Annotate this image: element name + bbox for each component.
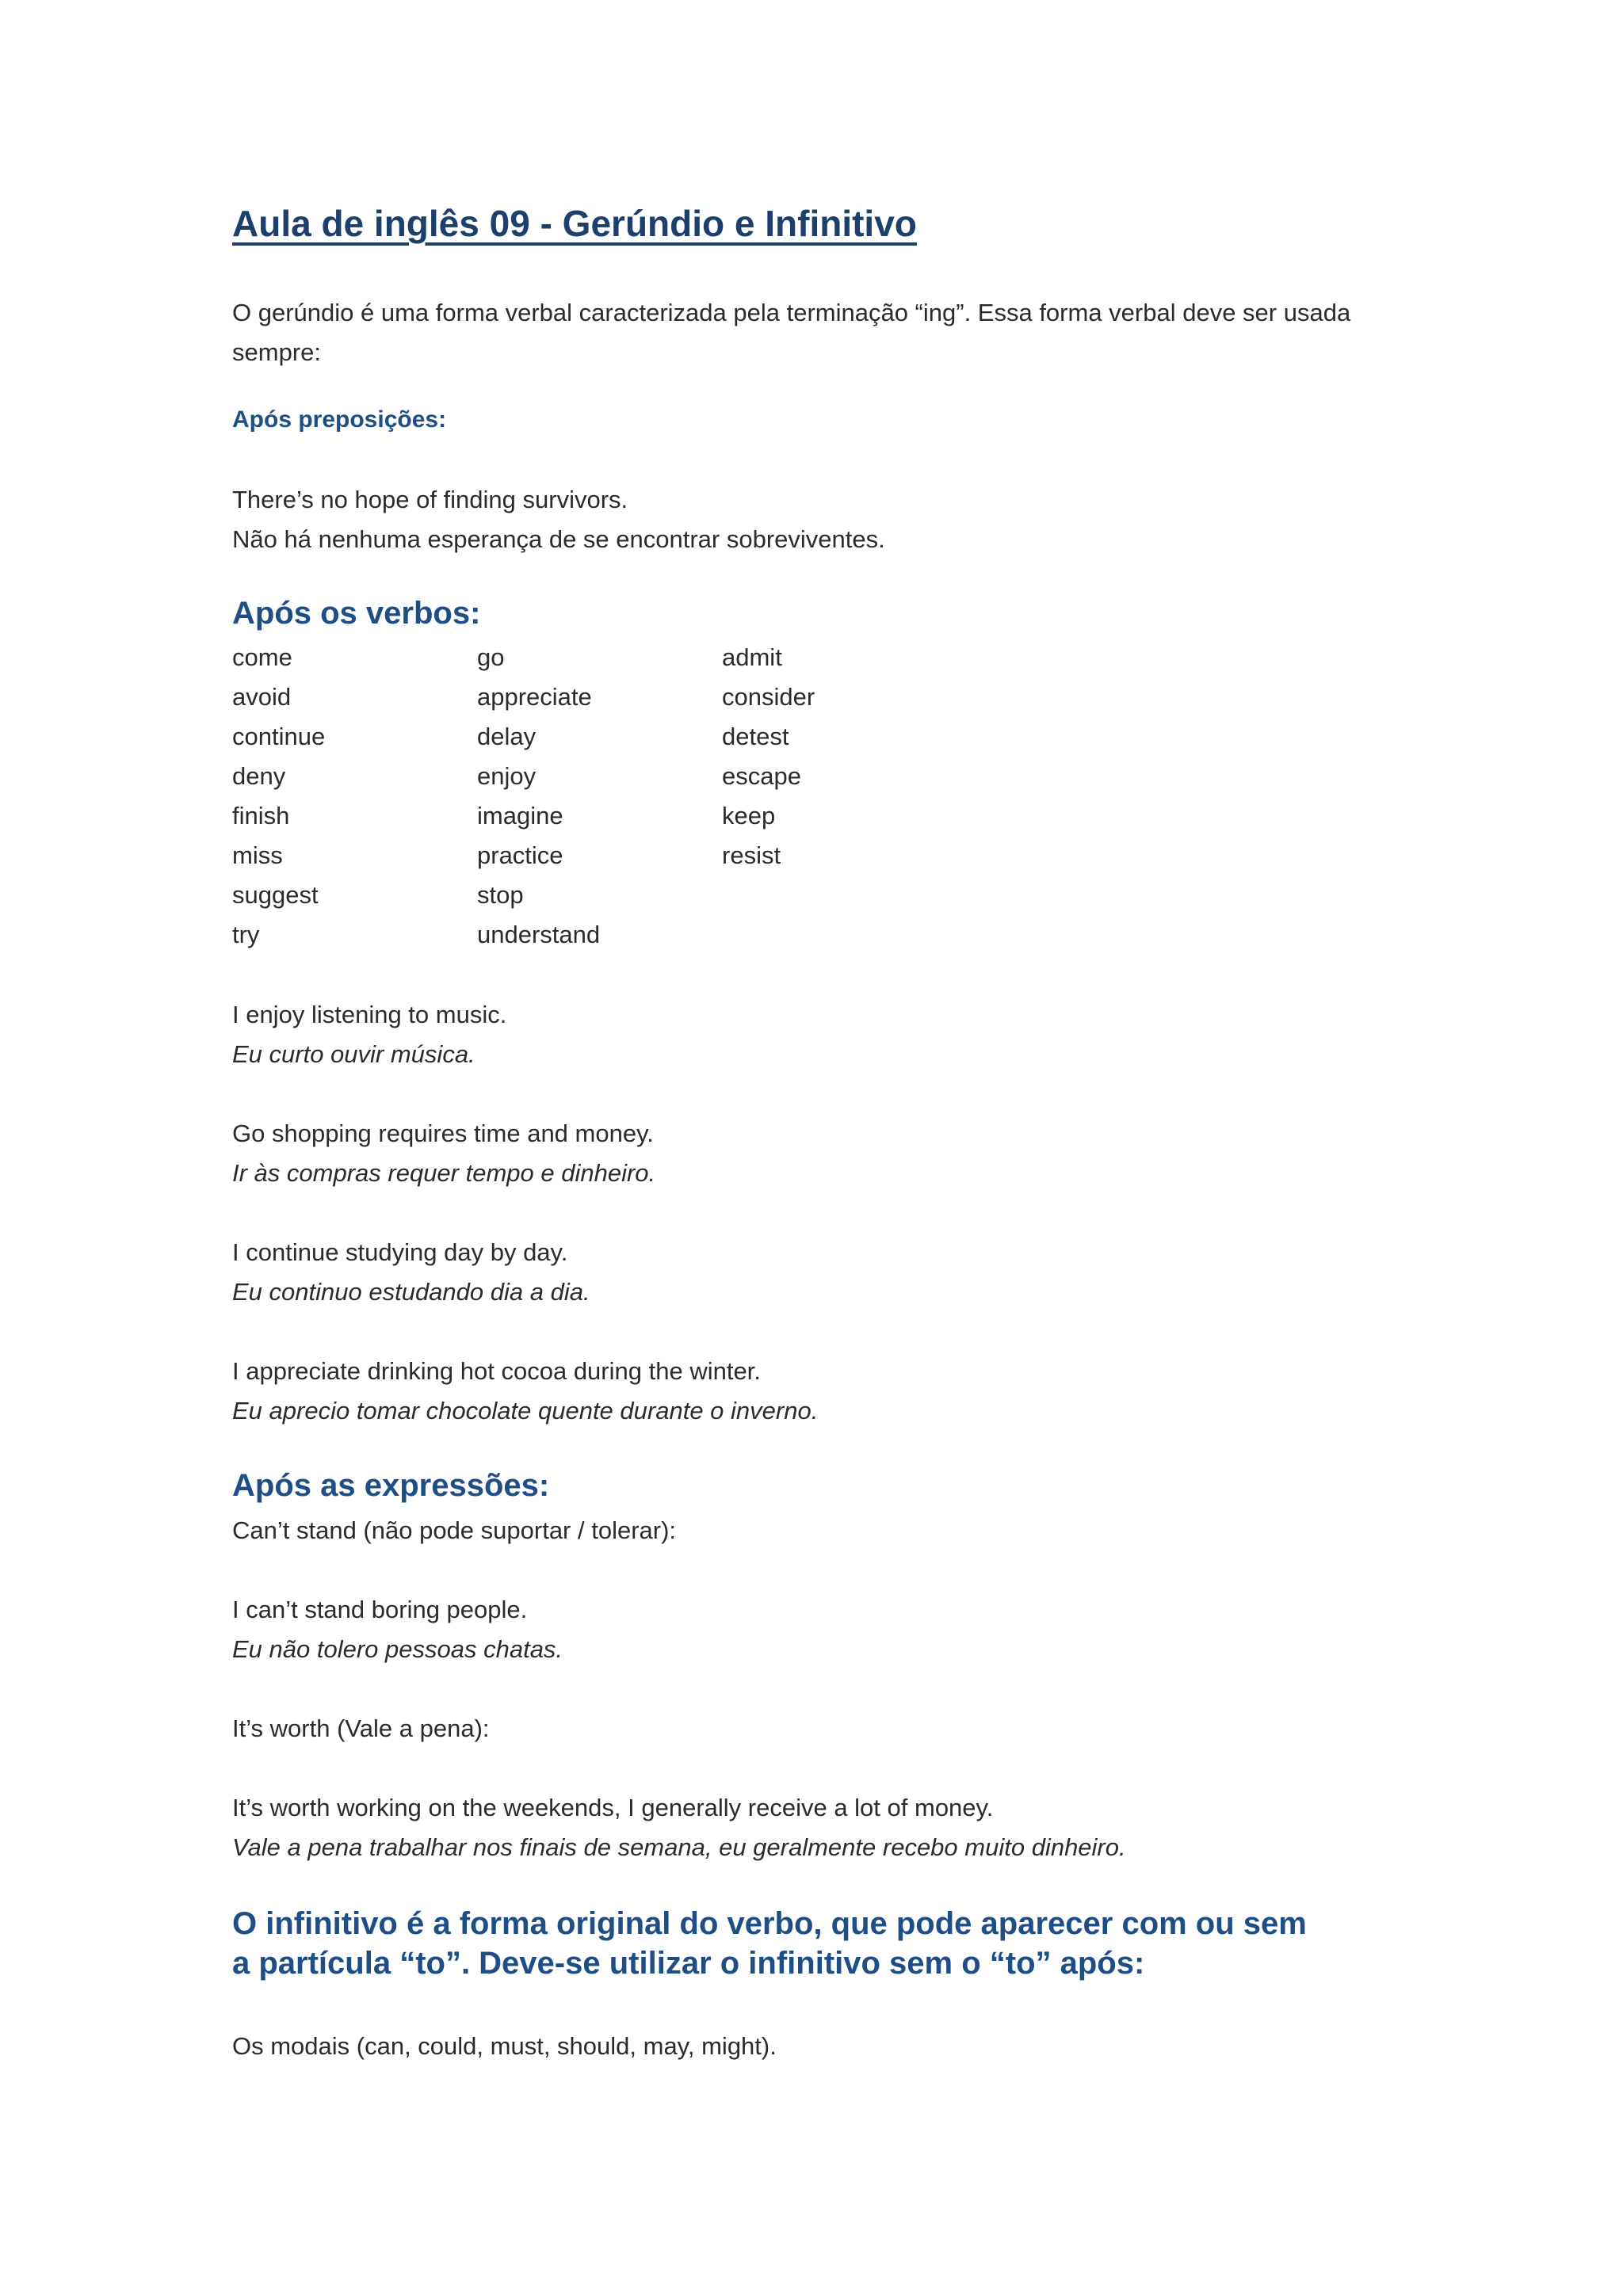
verb-item: delay [477,723,537,750]
infinitive-heading: O infinitivo é a forma original do verbo, que pode aparecer com ou sem a partícula “to”. Deve-se utilizar o infinitivo sem o “to” após: [232,1906,1307,1981]
verb-item: practice [477,841,563,869]
verb-item: admit [722,643,782,671]
page-title: Aula de inglês 09 - Gerúndio e Infinitivo [232,203,917,244]
verb-item: stop [477,881,524,909]
worth-example-pt: Vale a pena trabalhar nos finais de semana, eu geralmente recebo muito dinheiro. [232,1833,1126,1861]
verb-example-pt: Ir às compras requer tempo e dinheiro. [232,1159,656,1187]
prepositions-heading: Após preposições: [232,406,447,433]
verb-item: consider [722,683,815,711]
intro-paragraph: O gerúndio é uma forma verbal caracterizada pela terminação “ing”. Essa forma verbal deve ser usada sempre: [232,299,1351,366]
verb-example-pt: Eu continuo estudando dia a dia. [232,1278,590,1306]
worth-label: It’s worth (Vale a pena): [232,1714,490,1742]
verb-item: detest [722,723,789,750]
verb-item: imagine [477,802,563,830]
cant-stand-example-en: I can’t stand boring people. [232,1596,528,1623]
verb-item: continue [232,723,326,750]
verb-item: resist [722,841,781,869]
verb-column-2 [477,638,600,955]
verb-item: avoid [232,683,292,711]
expressions-heading: Após as expressões: [232,1468,550,1503]
verb-item: finish [232,802,290,830]
verb-example-en: Go shopping requires time and money. [232,1119,654,1147]
verb-column-3 [722,638,815,875]
verb-column-1 [232,638,325,955]
cant-stand-label: Can’t stand (não pode suportar / tolerar): [232,1516,677,1544]
verb-example-pt: Eu aprecio tomar chocolate quente durante o inverno. [232,1397,819,1425]
verb-item: deny [232,762,286,790]
verb-item: miss [232,841,283,869]
verb-item: keep [722,802,776,830]
verb-item: escape [722,762,801,790]
verb-item: understand [477,921,601,948]
worth-example-en: It’s worth working on the weekends, I generally receive a lot of money. [232,1794,994,1821]
verb-item: enjoy [477,762,537,790]
cant-stand-example-pt: Eu não tolero pessoas chatas. [232,1635,563,1663]
verb-item: go [477,643,505,671]
verb-example-pt: Eu curto ouvir música. [232,1040,475,1068]
verb-item: appreciate [477,683,592,711]
verbs-heading: Após os verbos: [232,596,481,631]
verb-example-en: I appreciate drinking hot cocoa during the winter. [232,1357,761,1385]
modals-text: Os modais (can, could, must, should, may, might). [232,2032,777,2060]
prepositions-example-pt: Não há nenhuma esperança de se encontrar sobreviventes. [232,525,885,553]
verb-item: come [232,643,292,671]
prepositions-example-en: There’s no hope of finding survivors. [232,486,628,513]
verb-item: suggest [232,881,319,909]
verb-item: try [232,921,260,948]
verb-example-en: I enjoy listening to music. [232,1001,507,1028]
verb-example-en: I continue studying day by day. [232,1238,568,1266]
